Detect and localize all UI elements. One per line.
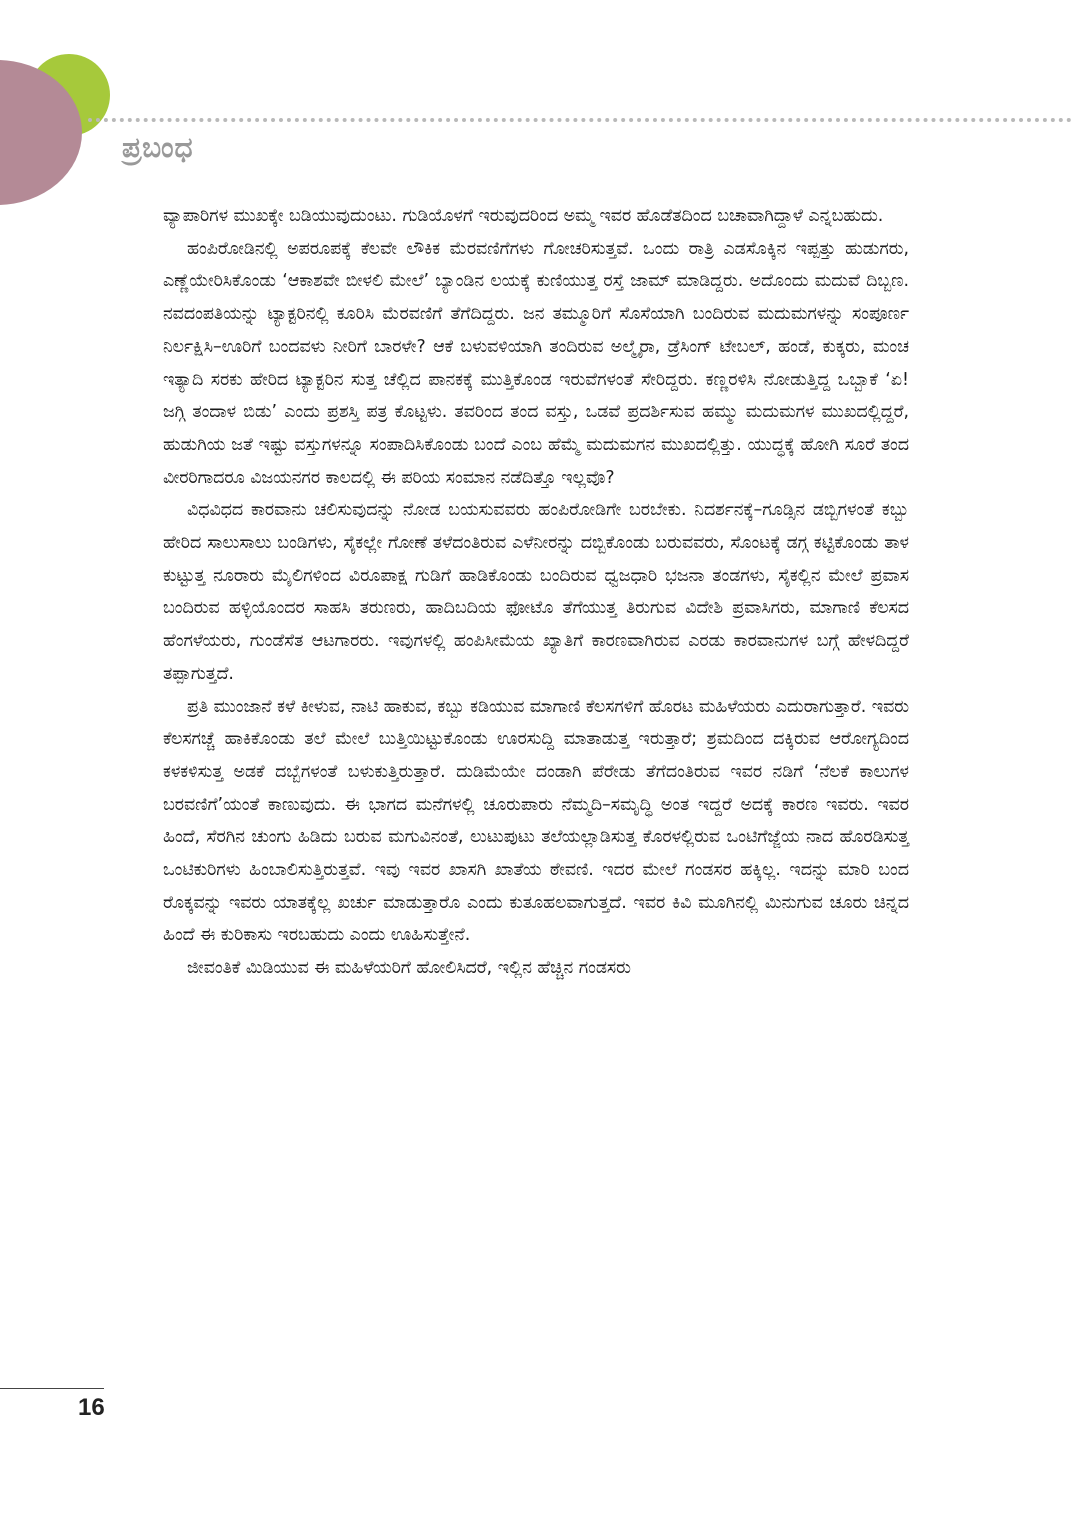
paragraph: ಜೀವಂತಿಕೆ ಮಿಡಿಯುವ ಈ ಮಹಿಳೆಯರಿಗೆ ಹೋಲಿಸಿದರೆ, ಇಲ್ಲಿನ ಹೆಚ್ಚಿನ ಗಂಡಸರು — [187, 958, 631, 979]
header-dotted-rule — [88, 118, 1072, 122]
paragraph: ಹಂಪಿರೋಡಿನಲ್ಲಿ ಅಪರೂಪಕ್ಕೆ ಕೆಲವೇ ಲೌಕಿಕ ಮೆರವಣಿಗೆಗಳು ಗೋಚರಿಸುತ್ತವೆ. ಒಂದು ರಾತ್ರಿ ಎಡಸೊಕ್ಕಿನ ಇಪ್ಪತ್ತು ಹುಡುಗರು, ಎಣ್ಣೆಯೇರಿಸಿಕೊಂಡು ‘ಆಕಾಶವೇ ಬೀಳಲಿ ಮೇಲೆ’ ಬ್ಯಾಂಡಿನ ಲಯಕ್ಕೆ ಕುಣಿಯುತ್ತ ರಸ್ತೆ ಜಾಮ್ ಮಾಡಿದ್ದರು. ಅದೊಂದು ಮದುವೆ ದಿಬ್ಬಣ. ನವದಂಪತಿಯನ್ನು ಟ್ಯಾಕ್ಟರಿನಲ್ಲಿ ಕೂರಿಸಿ ಮೆರವಣಿಗೆ ತೆಗೆದಿದ್ದರು. ಜನ ತಮ್ಮೂರಿಗೆ ಸೊಸೆಯಾಗಿ ಬಂದಿರುವ ಮದುಮಗಳನ್ನು ಸಂಪೂರ್ಣ ನಿರ್ಲಕ್ಷಿಸಿ–ಊರಿಗೆ ಬಂದವಳು ನೀರಿಗೆ ಬಾರಳೇ? ಆಕೆ ಬಳುವಳಿಯಾಗಿ ತಂದಿರುವ ಅಲ್ಮೈರಾ, ಡ್ರೆಸಿಂಗ್ ಟೇಬಲ್, ಹಂಡೆ, ಕುಕ್ಕರು, ಮಂಚ ಇತ್ಯಾದಿ ಸರಕು ಹೇರಿದ ಟ್ಯಾಕ್ಟರಿನ ಸುತ್ತ ಚೆಲ್ಲಿದ ಪಾನಕಕ್ಕೆ ಮುತ್ತಿಕೊಂಡ ಇರುವೆಗಳಂತೆ ಸೇರಿದ್ದರು. ಕಣ್ಣರಳಿಸಿ ನೋಡುತ್ತಿದ್ದ ಒಬ್ಬಾಕೆ ‘ಏ! ಜಗ್ಗಿ ತಂದಾಳ ಬಿಡು’ ಎಂದು ಪ್ರಶಸ್ತಿ ಪತ್ರ ಕೊಟ್ಟಳು. ತವರಿಂದ ತಂದ ವಸ್ತು, ಒಡವೆ ಪ್ರದರ್ಶಿಸುವ ಹಮ್ಮು ಮದುಮಗಳ ಮುಖದಲ್ಲಿದ್ದರೆ, ಹುಡುಗಿಯ ಜತೆ ಇಷ್ಟು ವಸ್ತುಗಳನ್ನೂ ಸಂಪಾದಿಸಿಕೊಂಡು ಬಂದೆ ಎಂಬ ಹೆಮ್ಮೆ ಮದುಮಗನ ಮುಖದಲ್ಲಿತ್ತು. ಯುದ್ಧಕ್ಕೆ ಹೋಗಿ ಸೂರೆ ತಂದ ವೀರರಿಗಾದರೂ ವಿಜಯನಗರ ಕಾಲದಲ್ಲಿ ಈ ಪರಿಯ ಸಂಮಾನ ನಡೆದಿತ್ತೊ ಇಲ್ಲವೊ? — [163, 238, 909, 488]
page-number: 16 — [78, 1394, 105, 1421]
paragraph: ವಿಧವಿಧದ ಕಾರವಾನು ಚಲಿಸುವುದನ್ನು ನೋಡ ಬಯಸುವವರು ಹಂಪಿರೋಡಿಗೇ ಬರಬೇಕು. ನಿದರ್ಶನಕ್ಕೆ–ಗೂಡ್ಸಿನ ಡಬ್ಬಿಗಳಂತೆ ಕಬ್ಬು ಹೇರಿದ ಸಾಲುಸಾಲು ಬಂಡಿಗಳು, ಸೈಕಲ್ಲೇ ಗೋಣೆ ತಳೆದಂತಿರುವ ಎಳೆನೀರನ್ನು ದಬ್ಬಿಕೊಂಡು ಬರುವವರು, ಸೊಂಟಕ್ಕೆ ಡಗ್ಗ ಕಟ್ಟಿಕೊಂಡು ತಾಳ ಕುಟ್ಟುತ್ತ ನೂರಾರು ಮೈಲಿಗಳಿಂದ ವಿರೂಪಾಕ್ಷ ಗುಡಿಗೆ ಹಾಡಿಕೊಂಡು ಬಂದಿರುವ ಧ್ವಜಧಾರಿ ಭಜನಾ ತಂಡಗಳು, ಸೈಕಲ್ಲಿನ ಮೇಲೆ ಪ್ರವಾಸ ಬಂದಿರುವ ಹಳ್ಳಿಯೊಂದರ ಸಾಹಸಿ ತರುಣರು, ಹಾದಿಬದಿಯ ಫೋಟೊ ತೆಗೆಯುತ್ತ ತಿರುಗುವ ವಿದೇಶಿ ಪ್ರವಾಸಿಗರು, ಮಾಗಾಣಿ ಕೆಲಸದ ಹೆಂಗಳೆಯರು, ಗುಂಡೆಸೆತ ಆಟಗಾರರು. ಇವುಗಳಲ್ಲಿ ಹಂಪಿಸೀಮೆಯ ಖ್ಯಾತಿಗೆ ಕಾರಣವಾಗಿರುವ ಎರಡು ಕಾರವಾನುಗಳ ಬಗ್ಗೆ ಹೇಳದಿದ್ದರೆ ತಪ್ಪಾಗುತ್ತದೆ. — [163, 500, 909, 684]
article-body — [163, 200, 909, 985]
paragraph: ಪ್ರತಿ ಮುಂಜಾನೆ ಕಳೆ ಕೀಳುವ, ನಾಟಿ ಹಾಕುವ, ಕಬ್ಬು ಕಡಿಯುವ ಮಾಗಾಣಿ ಕೆಲಸಗಳಿಗೆ ಹೊರಟ ಮಹಿಳೆಯರು ಎದುರಾಗುತ್ತಾರೆ. ಇವರು ಕೆಲಸಗಚ್ಚೆ ಹಾಕಿಕೊಂಡು ತಲೆ ಮೇಲೆ ಬುತ್ತಿಯಿಟ್ಟುಕೊಂಡು ಊರಸುದ್ದಿ ಮಾತಾಡುತ್ತ ಇರುತ್ತಾರೆ; ಶ್ರಮದಿಂದ ದಕ್ಕಿರುವ ಆರೋಗ್ಯದಿಂದ ಕಳಕಳಿಸುತ್ತ ಅಡಕೆ ದಬ್ಬೆಗಳಂತೆ ಬಳುಕುತ್ತಿರುತ್ತಾರೆ. ದುಡಿಮೆಯೇ ದಂಡಾಗಿ ಪೆರೇಡು ತೆಗೆದಂತಿರುವ ಇವರ ನಡಿಗೆ ‘ನೆಲಕೆ ಕಾಲುಗಳ ಬರವಣಿಗೆ’ಯಂತೆ ಕಾಣುವುದು. ಈ ಭಾಗದ ಮನೆಗಳಲ್ಲಿ ಚೂರುಪಾರು ನೆಮ್ಮದಿ–ಸಮೃದ್ಧಿ ಅಂತ ಇದ್ದರೆ ಅದಕ್ಕೆ ಕಾರಣ ಇವರು. ಇವರ ಹಿಂದೆ, ಸೆರಗಿನ ಚುಂಗು ಹಿಡಿದು ಬರುವ ಮಗುವಿನಂತೆ, ಲುಟುಪುಟು ತಲೆಯಲ್ಲಾಡಿಸುತ್ತ ಕೊರಳಲ್ಲಿರುವ ಒಂಟಿಗೆಜ್ಜೆಯ ನಾದ ಹೊರಡಿಸುತ್ತ ಒಂಟಿಕುರಿಗಳು ಹಿಂಬಾಲಿಸುತ್ತಿರುತ್ತವೆ. ಇವು ಇವರ ಖಾಸಗಿ ಖಾತೆಯ ಠೇವಣಿ. ಇದರ ಮೇಲೆ ಗಂಡಸರ ಹಕ್ಕಿಲ್ಲ. ಇದನ್ನು ಮಾರಿ ಬಂದ ರೊಕ್ಕವನ್ನು ಇವರು ಯಾತಕ್ಕೆಲ್ಲ ಖರ್ಚು ಮಾಡುತ್ತಾರೊ ಎಂದು ಕುತೂಹಲವಾಗುತ್ತದೆ. ಇವರ ಕಿವಿ ಮೂಗಿನಲ್ಲಿ ಮಿನುಗುವ ಚೂರು ಚಿನ್ನದ ಹಿಂದೆ ಈ ಕುರಿಕಾಸು ಇರಬಹುದು ಎಂದು ಊಹಿಸುತ್ತೇನೆ. — [163, 696, 909, 946]
section-title: ಪ್ರಬಂಧ — [122, 131, 194, 164]
paragraph-continued: ವ್ಯಾಪಾರಿಗಳ ಮುಖಕ್ಕೇ ಬಡಿಯುವುದುಂಟು. ಗುಡಿಯೊಳಗೆ ಇರುವುದರಿಂದ ಅಮ್ಮ ಇವರ ಹೊಡೆತದಿಂದ ಬಚಾವಾಗಿದ್ದಾಳೆ ಎನ್ನಬಹುದು. — [163, 206, 884, 226]
footer-rule — [0, 1388, 104, 1389]
